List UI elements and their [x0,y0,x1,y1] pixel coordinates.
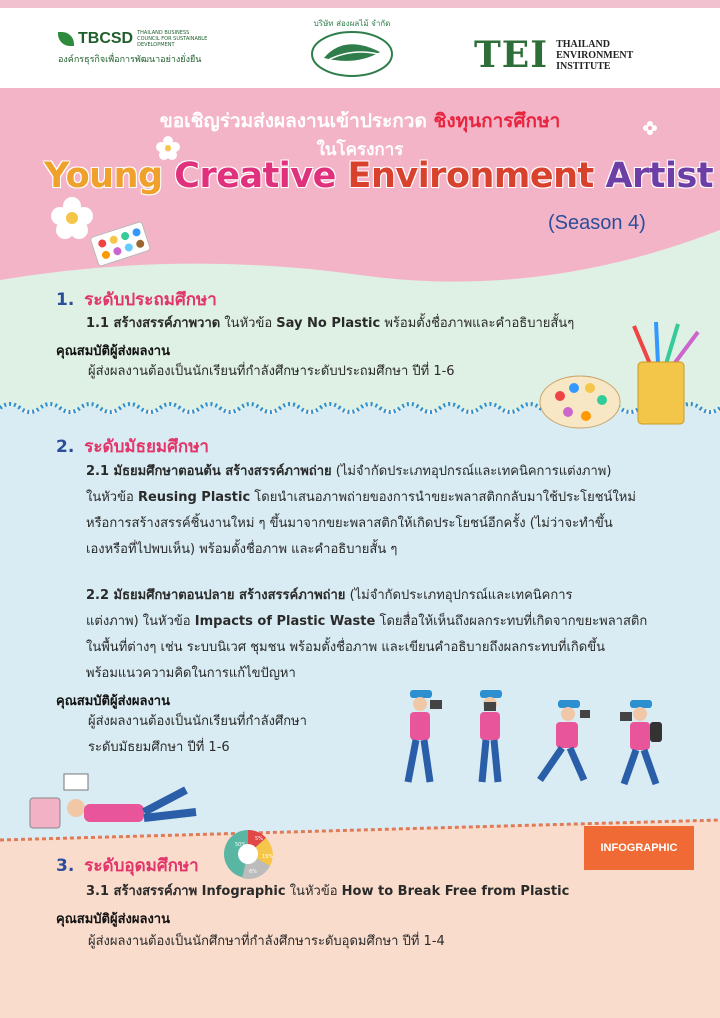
section1-qual-text: ผู้ส่งผลงานต้องเป็นนักเรียนที่กำลังศึกษาระดับประถมศึกษา ปีที่ 1-6 [88,364,455,379]
leaf-icon [58,32,74,46]
section3-qual-text: ผู้ส่งผลงานต้องเป็นนักศึกษาที่กำลังศึกษาระดับอุดมศึกษา ปีที่ 1-4 [88,934,445,949]
section2-item2-line3: ในพื้นที่ต่างๆ เช่น ระบบนิเวศ ชุมชน พร้อมตั้งชื่อภาพ และเขียนคำอธิบายถึงผลกระทบที่เกิดขึ้น [86,640,606,655]
flower-icon [51,197,93,239]
section2-item1-line4: เองหรือที่ไปพบเห็น) พร้อมตั้งชื่อภาพ และคำอธิบายสั้น ๆ [86,542,398,557]
section2-item1-line2-pre: ในหัวข้อ [86,490,138,505]
section2-qual-line2: ระดับมัธยมศึกษา ปีที่ 1-6 [88,740,230,755]
section2-item1-label: 2.1 มัธยมศึกษาตอนต้น สร้างสรรค์ภาพถ่าย [86,464,332,479]
tbcsd-thai-name: องค์กรธุรกิจเพื่อการพัฒนาอย่างยั่งยืน [58,55,202,65]
photographer-figure [480,690,502,782]
photographer-figure [540,700,590,780]
infographic-badge: INFOGRAPHIC [584,826,694,870]
section1-item [86,310,574,337]
section3-title: ระดับอุดมศึกษา [84,856,199,876]
project-title [44,156,714,196]
section1-item-rest: พร้อมตั้งชื่อภาพและคำอธิบายสั้นๆ [380,316,575,331]
title-word-young: Young [44,156,163,196]
section2-title: ระดับมัธยมศึกษา [84,437,209,457]
title-word-creative: Creative [174,156,336,196]
section3-item-label: 3.1 สร้างสรรค์ภาพ Infographic [86,884,286,899]
invite-highlight: ชิงทุนการศึกษา [433,110,561,132]
section2-item2-line1 [86,582,573,609]
section1-item-topic: Say No Plastic [276,316,381,331]
tbcsd-fullname: THAILAND BUSINESS COUNCIL FOR SUSTAINABLE DEVELOPMENT [137,30,208,48]
invite-prefix: ขอเชิญร่วมส่งผลงานเข้าประกวด [159,110,434,132]
section3-number: 3. [56,856,75,876]
title-word-artist: Artist [605,156,714,196]
section2-item2-line2-pre: แต่งภาพ) ในหัวข้อ [86,614,195,629]
section2-item2-line4: พร้อมแนวความคิดในการแก้ไขปัญหา [86,666,296,681]
section2-qual-line1: ผู้ส่งผลงานต้องเป็นนักเรียนที่กำลังศึกษา [88,714,307,729]
section1-qual-heading: คุณสมบัติผู้ส่งผลงาน [56,344,170,359]
paint-box-icon [90,221,151,266]
section3-item-topic: How to Break Free from Plastic [341,884,570,899]
section2-qual-heading: คุณสมบัติผู้ส่งผลงาน [56,694,170,709]
section2-item2-line1-rest: (ไม่จำกัดประเภทอุปกรณ์และเทคนิคการ [345,588,573,603]
section2-item1-line3: หรือการสร้างสรรค์ชิ้นงานใหม่ ๆ ขึ้นมาจากขยะพลาสติกให้เกิดประโยชน์อีกครั้ง (ไม่ว่าจะทำขึ้น [86,516,613,531]
tbcsd-name: TBCSD [78,30,134,47]
section1-item-mid: ในหัวข้อ [220,316,277,331]
tei-fullname [556,39,633,72]
pencil-cup-icon [634,322,698,424]
tei-line3: INSTITUTE [556,60,611,72]
section2-heading [56,433,209,460]
pie-label: 50% [235,842,247,848]
project-label: ในโครงการ [316,140,404,160]
photographer-figure [620,700,662,784]
section2-item1-topic: Reusing Plastic [137,490,251,505]
tbcsd-logo [58,30,209,66]
title-word-environment: Environment [347,156,594,196]
company-seal [304,14,400,80]
section2-item2-line2-rest: โดยสื่อให้เห็นถึงผลกระทบที่เกิดจากขยะพลาสติก [375,614,648,629]
section3-qual-heading: คุณสมบัติผู้ส่งผลงาน [56,912,170,927]
pie-label: 6% [249,869,257,875]
season-label: (Season 4) [548,212,646,234]
section2-item1-line2 [86,484,636,511]
section1-item-label: 1.1 สร้างสรรค์ภาพวาด [86,316,221,331]
photographers-illustration [396,686,706,806]
section1-title: ระดับประถมศึกษา [84,290,217,310]
section2-item1-line1 [86,458,611,485]
section2-item1-line1-rest: (ไม่จำกัดประเภทอุปกรณ์และเทคนิคการแต่งภาพ) [331,464,612,479]
tei-logo [474,34,633,76]
art-supplies-illustration [538,318,718,448]
section2-number: 2. [56,437,75,457]
section2-item1-line2-rest: โดยนำเสนอภาพถ่ายของการนำขยะพลาสติกกลับมาใช้ประโยชน์ใหม่ [250,490,636,505]
tei-mark: TEI [474,34,549,76]
photographer-figure [408,690,442,782]
top-strip [0,0,720,8]
seal-text: บริษัท ส่องผลไม้ จำกัด [313,19,391,28]
invite-heading [0,106,720,136]
section3-heading [56,852,199,879]
section3-item [86,878,569,905]
palette-icon [540,376,620,428]
pie-label: 5% [255,836,263,842]
lying-artist-illustration [26,760,226,840]
section2-item2-line2 [86,608,647,635]
section2-item2-topic: Impacts of Plastic Waste [194,614,376,629]
pie-label: 15% [262,854,274,860]
section1-number: 1. [56,290,75,310]
section2-item2-label: 2.2 มัธยมศึกษาตอนปลาย สร้างสรรค์ภาพถ่าย [86,588,346,603]
tei-line2: ENVIRONMENT [556,49,634,61]
section1-heading [56,286,217,313]
section3-item-mid: ในหัวข้อ [285,884,342,899]
tei-line1: THAILAND [556,38,610,50]
